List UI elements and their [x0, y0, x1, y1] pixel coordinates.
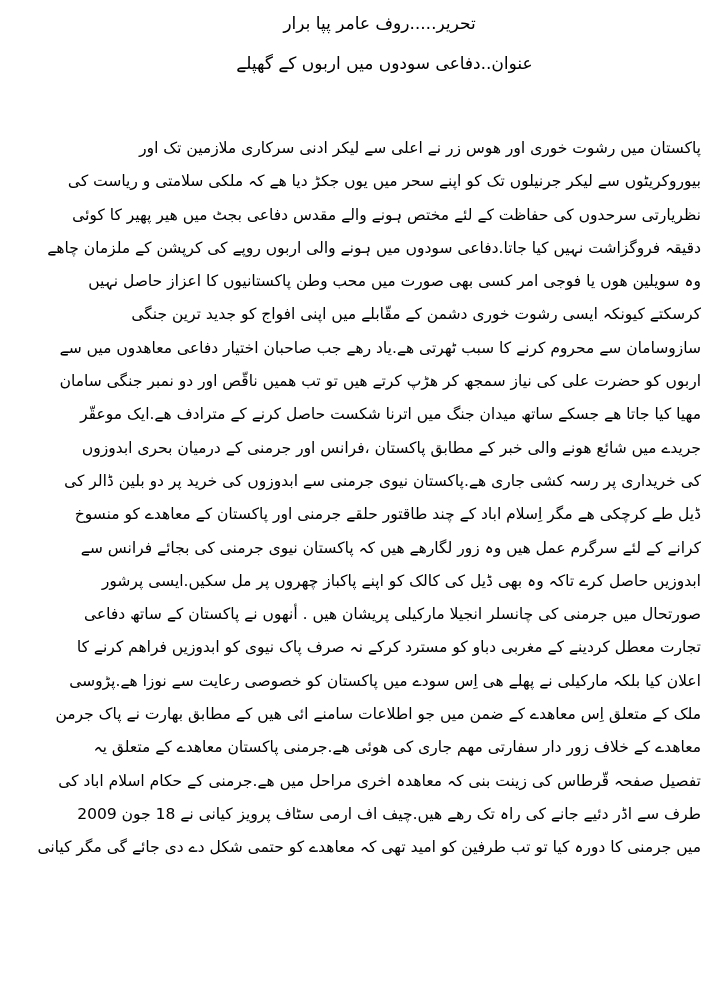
body-line: صورتحال میں جرمنی کی چانسلر انجیلا مارکیلی پریشان ھیں . أنھوں نے پاکستان کے ساتھ دفاعی: [83, 605, 701, 624]
body-line: طرف سے اڈر دئیے جانے کی راہ تک رھے ھیں.چیف اف ارمی سٹاف پرویز کیانی نے 18 جون 2009: [77, 804, 701, 823]
body-line: معاھدے کے خلاف زور دار سفارتی مھم جاری کی ھوئی ھے.جرمنی پاکستان معاھدے کے متعلق یہ: [93, 738, 701, 757]
article-title: عنوان..دفاعی سودوں میں اربوں کے گھپلے: [236, 54, 533, 74]
body-line: نظریارتی سرحدوں کی حفاظت کے لئے مختص ہونے والے مقدس دفاعی بجٹ میں ھیر پھیر کا کوئی: [72, 205, 701, 224]
body-line: سازوسامان سے محروم کرنے کا سبب ٹھرتی ھے.یاد رھے جب صاحبان اختیار دفاعی معاھدوں میں سے: [59, 338, 701, 357]
body-line: دقیقہ فروگزاشت نہیں کیا جاتا.دفاعی سودوں میں ہونے والی اربوں روپے کی کرپشن کے ملزمان چاھے: [47, 238, 701, 257]
body-line: مھیا کیا جاتا ھے جسکے ساتھ میدان جنگ میں اترنا شکست حاصل کرنے کے مترادف ھے.ایک موعقّر: [80, 405, 701, 424]
body-line: کرانے کے لئے سرگرم عمل ھیں وہ زور لگارھے ھیں کہ پاکستان نیوی جرمنی کی بجائے فرانس سے: [80, 538, 701, 557]
body-line: ابدوزیں حاصل کرے تاکہ وہ بھی ڈیل کی کالک کو اپنے پاکباز چھروں پر مل سکیں.ایسی پرشور: [101, 571, 701, 590]
body-line: اربوں کو حضرت علی کی نیاز سمجھ کر ھڑپ کرتے ھیں تو تب ھمیں ناقّص اور دو نمبر جنگی سامان: [59, 372, 701, 391]
body-line: بیوروکریٹوں سے لیکر جرنیلوں تک کو اپنے سحر میں یوں جکڑ دیا ھے کہ ملکی سلامتی و ریاست کی: [67, 172, 701, 191]
body-line: کی خریداری پر رسہ کشی جاری ھے.پاکستان نیوی جرمنی سے ابدوزوں کی خرید پر دو بلین ڈالر کی: [64, 471, 701, 490]
article-body: [11, 132, 701, 865]
body-line: پاکستان میں رشوت خوری اور ھوس زر نے اعلی سے لیکر ادنی سرکاری ملازمین تک اور: [139, 139, 701, 157]
body-line: اعلان کیا بلکہ مارکیلی نے پھلے ھی اِس سودے میں پاکستان کو خصوصی رعایت سے نوزا ھے.پڑوسی: [69, 671, 701, 690]
body-line: ڈیل طے کرچکی ھے مگر اِسلام اباد کے چند طاقتور حلقے جرمنی اور پاکستان کے معاھدے کو منسوخ: [74, 505, 701, 524]
body-line: تجارت معطل کردینے کے مغربی دباو کو مسترد کرکے نہ صرف پاک نیوی کو ابدوزیں فراھم کرنے کا: [76, 638, 701, 657]
body-line: میں جرمنی کا دورہ کیا تو تب طرفین کو امید تھی کہ معاھدے کو حتمی شکل دے دی جائے گی مگر کیانی: [37, 838, 701, 857]
body-line: تفصیل صفحہ قّرطاس کی زینت بنی کہ معاھدہ اخری مراحل میں ھے.جرمنی کے حکام اسلام اباد کی: [58, 771, 701, 790]
body-line: کرسکتے کیونکہ ایسی رشوت خوری دشمن کے مقّابلے میں اپنی افواج کو جدید ترین جنگی: [131, 305, 701, 324]
body-line: وہ سویلین ھوں یا فوجی امر کسی بھی صورت میں محب وطن پاکستانیوں کا اعزاز حاصل نہیں: [88, 272, 701, 291]
body-line: جریدے میں شائع ھونے والی خبر کے مطابق پاکستان ،فرانس اور جرمنی کے درمیان بحری ابدوزوں: [81, 438, 701, 457]
article-byline: تحریر.....روف عامر پپا برار: [283, 14, 476, 34]
body-line: ملک کے متعلق اِس معاھدے کے ضمن میں جو اطلاعات سامنے ائی ھیں کے مطابق بھارت نے پاک جرمن: [55, 705, 701, 724]
